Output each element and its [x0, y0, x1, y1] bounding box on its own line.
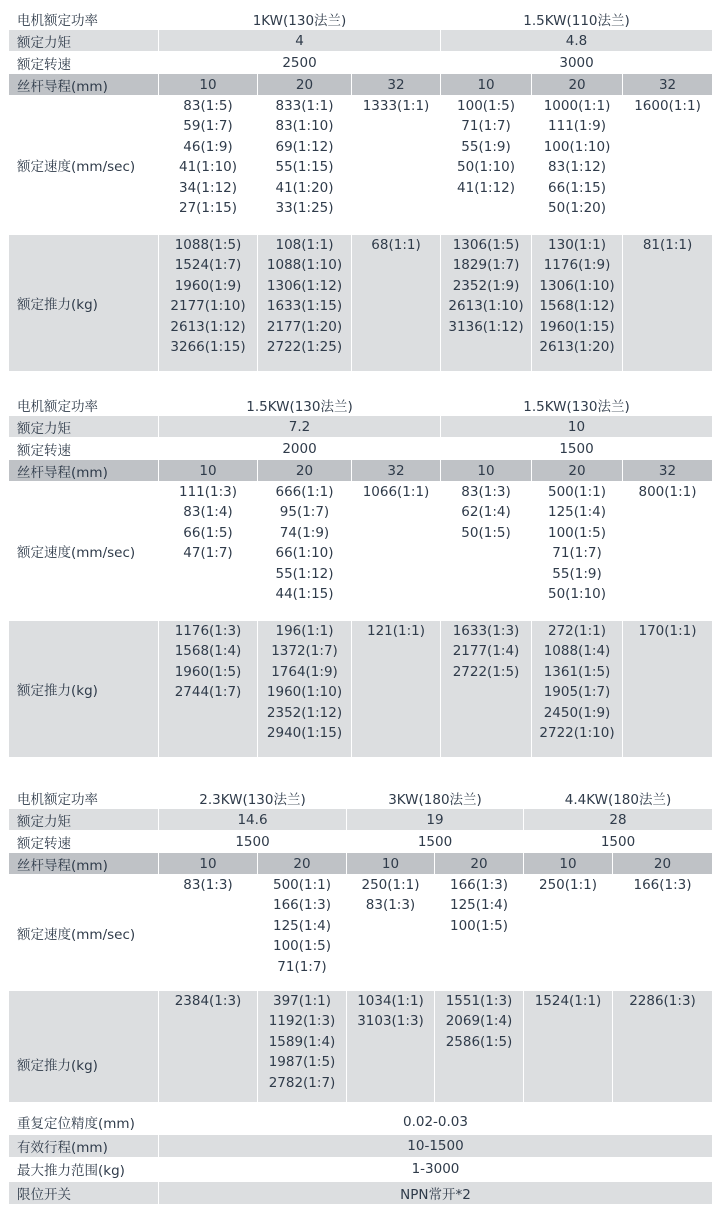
speed-cell — [441, 482, 532, 621]
label-power: 电机额定功率 — [9, 8, 159, 30]
value-entry: 34(1:12) — [178, 179, 238, 196]
lead-value: 32 — [623, 460, 713, 482]
value-entry: 68(1:1) — [371, 237, 421, 253]
value-entry: 1960(1:5) — [174, 663, 242, 680]
thrust-cell — [159, 991, 258, 1103]
power-value: 4.4KW(180法兰) — [524, 787, 713, 809]
spec-table-2 — [8, 393, 713, 758]
value-entry: 2940(1:15) — [266, 725, 343, 742]
spec-table-3 — [8, 786, 713, 1103]
label-lead: 丝杆导程(mm) — [9, 460, 159, 482]
row-speed — [9, 96, 713, 235]
rpm-value: 1500 — [524, 831, 713, 853]
value-entry: 108(1:1) — [275, 237, 334, 253]
value-entry: 1333(1:1) — [362, 98, 430, 114]
value-entry: 50(1:10) — [457, 159, 516, 176]
common-spec-table — [8, 1110, 713, 1205]
torque-value: 19 — [347, 809, 524, 831]
value-entry: 83(1:12) — [548, 159, 607, 176]
value-entry: 166(1:3) — [449, 877, 509, 893]
lead-value: 20 — [613, 853, 713, 875]
lead-value: 32 — [352, 460, 441, 482]
lead-value: 20 — [258, 74, 352, 96]
torque-value: 7.2 — [159, 416, 441, 438]
value-entry: 500(1:1) — [548, 484, 607, 500]
label-thrust: 额定推力(kg) — [9, 991, 159, 1103]
thrust-cell — [347, 991, 435, 1103]
value-entry: 130(1:1) — [548, 237, 607, 253]
power-value: 1KW(130法兰) — [159, 8, 441, 30]
value-entry: 47(1:7) — [183, 545, 233, 562]
value-entry: 3266(1:15) — [170, 339, 246, 356]
thrust-cell — [258, 991, 347, 1103]
value-entry: 1987(1:5) — [268, 1054, 336, 1071]
value-entry: 1633(1:3) — [452, 623, 520, 639]
power-value: 2.3KW(130法兰) — [159, 787, 347, 809]
value-entry: 55(1:12) — [275, 565, 334, 582]
value-entry: 2722(1:10) — [539, 725, 615, 742]
label-speed-rated: 额定转速 — [9, 438, 159, 460]
torque-value: 4 — [159, 30, 441, 52]
power-value: 3KW(180法兰) — [347, 787, 524, 809]
speed-cell — [352, 96, 441, 235]
value-entry: 55(1:9) — [461, 138, 511, 155]
lead-value: 10 — [159, 74, 258, 96]
value-entry: 500(1:1) — [272, 877, 332, 893]
value-entry: 250(1:1) — [538, 877, 598, 893]
value-entry: 1551(1:3) — [445, 993, 513, 1009]
value-entry: 66(1:10) — [275, 545, 334, 562]
value-entry: 125(1:4) — [548, 504, 607, 521]
value-entry: 800(1:1) — [638, 484, 697, 500]
value-entry: 1600(1:1) — [634, 98, 701, 114]
value-entry: 2744(1:7) — [174, 684, 242, 701]
value-entry: 59(1:7) — [183, 118, 233, 135]
lead-value: 10 — [441, 74, 532, 96]
row-repeat — [9, 1111, 713, 1135]
value-entry: 2613(1:10) — [448, 298, 524, 315]
label-torque: 额定力矩 — [9, 809, 159, 831]
speed-cell — [524, 875, 613, 991]
value-entry: 55(1:15) — [275, 159, 334, 176]
speed-cell — [159, 96, 258, 235]
value-entry: 170(1:1) — [638, 623, 697, 639]
value-entry: 1568(1:12) — [539, 298, 615, 315]
lead-value: 10 — [159, 460, 258, 482]
row-power — [9, 787, 713, 809]
value-entry: 1905(1:7) — [543, 684, 611, 701]
lead-value: 10 — [524, 853, 613, 875]
value-entry: 1176(1:9) — [543, 257, 611, 274]
torque-value: 28 — [524, 809, 713, 831]
lead-value: 32 — [623, 74, 713, 96]
lead-value: 32 — [352, 74, 441, 96]
stroke-value: 10-1500 — [159, 1134, 713, 1158]
thrust-cell — [623, 235, 713, 372]
value-entry: 196(1:1) — [275, 623, 334, 639]
label-torque: 额定力矩 — [9, 30, 159, 52]
value-entry: 83(1:5) — [183, 98, 233, 114]
label-speed: 额定速度(mm/sec) — [9, 482, 159, 621]
row-lead — [9, 853, 713, 875]
value-entry: 100(1:10) — [543, 138, 611, 155]
rpm-value: 2500 — [159, 52, 441, 74]
row-rpm — [9, 52, 713, 74]
value-entry: 100(1:5) — [449, 917, 509, 934]
value-entry: 33(1:25) — [275, 200, 334, 217]
value-entry: 66(1:5) — [183, 524, 233, 541]
value-entry: 2450(1:9) — [543, 704, 611, 721]
row-lead — [9, 74, 713, 96]
value-entry: 1088(1:5) — [174, 237, 242, 253]
speed-cell — [258, 96, 352, 235]
value-entry: 121(1:1) — [366, 623, 426, 639]
thrust-cell — [623, 621, 713, 758]
value-entry: 50(1:5) — [461, 524, 511, 541]
row-limit — [9, 1181, 713, 1205]
value-entry: 1306(1:5) — [452, 237, 520, 253]
value-entry: 100(1:5) — [548, 524, 607, 541]
label-power: 电机额定功率 — [9, 394, 159, 416]
label-torque: 额定力矩 — [9, 416, 159, 438]
rpm-value: 3000 — [441, 52, 713, 74]
label-speed-rated: 额定转速 — [9, 52, 159, 74]
value-entry: 83(1:3) — [461, 484, 511, 500]
thrust-cell — [258, 621, 352, 758]
value-entry: 1088(1:4) — [543, 643, 611, 660]
speed-cell — [532, 482, 623, 621]
torque-value: 10 — [441, 416, 713, 438]
thrust-cell — [435, 991, 524, 1103]
row-torque — [9, 30, 713, 52]
value-entry: 2722(1:25) — [266, 339, 343, 356]
lead-value: 20 — [258, 853, 347, 875]
lead-value: 10 — [347, 853, 435, 875]
value-entry: 2384(1:3) — [174, 993, 242, 1009]
speed-cell — [435, 875, 524, 991]
value-entry: 2177(1:10) — [170, 298, 246, 315]
row-thrust — [9, 621, 713, 758]
value-entry: 44(1:15) — [275, 586, 334, 603]
value-entry: 71(1:7) — [552, 545, 602, 562]
speed-cell — [623, 96, 713, 235]
limit-value: NPN常开*2 — [159, 1181, 713, 1205]
row-rpm — [9, 831, 713, 853]
thrust-cell — [524, 991, 613, 1103]
value-entry: 1633(1:15) — [266, 298, 343, 315]
value-entry: 41(1:20) — [275, 179, 334, 196]
value-entry: 2782(1:7) — [268, 1074, 336, 1091]
value-entry: 1524(1:7) — [174, 257, 242, 274]
value-entry: 50(1:10) — [548, 586, 607, 603]
value-entry: 1066(1:1) — [362, 484, 430, 500]
label-thrust: 额定推力(kg) — [9, 235, 159, 372]
value-entry: 2722(1:5) — [452, 663, 520, 680]
spec-table-1 — [8, 7, 713, 372]
repeat-value: 0.02-0.03 — [159, 1111, 713, 1135]
value-entry: 27(1:15) — [178, 200, 238, 217]
lead-value: 20 — [532, 460, 623, 482]
value-entry: 2613(1:12) — [170, 318, 246, 335]
lead-value: 20 — [532, 74, 623, 96]
value-entry: 1176(1:3) — [174, 623, 242, 639]
thrust-cell — [352, 621, 441, 758]
label-speed-rated: 额定转速 — [9, 831, 159, 853]
value-entry: 41(1:12) — [457, 179, 516, 196]
torque-value: 14.6 — [159, 809, 347, 831]
power-value: 1.5KW(130法兰) — [159, 394, 441, 416]
rpm-value: 1500 — [347, 831, 524, 853]
label-thrust: 额定推力(kg) — [9, 621, 159, 758]
speed-cell — [441, 96, 532, 235]
speed-cell — [347, 875, 435, 991]
value-entry: 71(1:7) — [277, 958, 327, 975]
value-entry: 166(1:3) — [272, 897, 332, 914]
value-entry: 2586(1:5) — [445, 1033, 513, 1050]
value-entry: 1088(1:10) — [266, 257, 343, 274]
value-entry: 3103(1:3) — [357, 1013, 424, 1030]
value-entry: 2177(1:4) — [452, 643, 520, 660]
value-entry: 100(1:5) — [457, 98, 516, 114]
row-speed — [9, 875, 713, 991]
value-entry: 41(1:10) — [178, 159, 238, 176]
row-thrust — [9, 991, 713, 1103]
thrust-cell — [159, 235, 258, 372]
thrust-cell — [352, 235, 441, 372]
value-entry: 111(1:3) — [178, 484, 238, 500]
value-entry: 272(1:1) — [548, 623, 607, 639]
label-repeat: 重复定位精度(mm) — [9, 1111, 159, 1135]
value-entry: 81(1:1) — [642, 237, 693, 253]
row-thrust — [9, 235, 713, 372]
label-power: 电机额定功率 — [9, 787, 159, 809]
value-entry: 46(1:9) — [183, 138, 233, 155]
value-entry: 666(1:1) — [275, 484, 334, 500]
torque-value: 4.8 — [441, 30, 713, 52]
speed-cell — [623, 482, 713, 621]
value-entry: 1372(1:7) — [271, 643, 338, 660]
value-entry: 83(1:3) — [365, 897, 416, 914]
thrust-cell — [159, 621, 258, 758]
lead-value: 10 — [441, 460, 532, 482]
value-entry: 69(1:12) — [275, 138, 334, 155]
value-entry: 83(1:3) — [183, 877, 233, 893]
lead-value: 20 — [435, 853, 524, 875]
value-entry: 166(1:3) — [633, 877, 692, 893]
value-entry: 125(1:4) — [449, 897, 509, 914]
value-entry: 2613(1:20) — [539, 339, 615, 356]
power-value: 1.5KW(110法兰) — [441, 8, 713, 30]
row-rpm — [9, 438, 713, 460]
speed-cell — [159, 875, 258, 991]
value-entry: 1361(1:5) — [543, 663, 611, 680]
value-entry: 62(1:4) — [461, 504, 511, 521]
label-lead: 丝杆导程(mm) — [9, 74, 159, 96]
value-entry: 1764(1:9) — [271, 663, 338, 680]
value-entry: 833(1:1) — [275, 98, 334, 114]
row-max-thrust — [9, 1158, 713, 1182]
label-speed: 额定速度(mm/sec) — [9, 875, 159, 991]
row-torque — [9, 416, 713, 438]
value-entry: 111(1:9) — [548, 118, 607, 135]
power-value: 1.5KW(130法兰) — [441, 394, 713, 416]
value-entry: 2069(1:4) — [445, 1013, 513, 1030]
thrust-cell — [532, 235, 623, 372]
lead-value: 10 — [159, 853, 258, 875]
speed-cell — [159, 482, 258, 621]
value-entry: 1960(1:10) — [266, 684, 343, 701]
label-lead: 丝杆导程(mm) — [9, 853, 159, 875]
thrust-cell — [532, 621, 623, 758]
thrust-cell — [441, 621, 532, 758]
value-entry: 83(1:10) — [275, 118, 334, 135]
thrust-cell — [613, 991, 713, 1103]
lead-value: 20 — [258, 460, 352, 482]
label-limit: 限位开关 — [9, 1181, 159, 1205]
value-entry: 1568(1:4) — [174, 643, 242, 660]
thrust-cell — [441, 235, 532, 372]
value-entry: 1306(1:10) — [539, 277, 615, 294]
label-stroke: 有效行程(mm) — [9, 1134, 159, 1158]
rpm-value: 1500 — [441, 438, 713, 460]
row-speed — [9, 482, 713, 621]
value-entry: 250(1:1) — [361, 877, 420, 893]
value-entry: 397(1:1) — [272, 993, 332, 1009]
value-entry: 3136(1:12) — [448, 318, 524, 335]
rpm-value: 2000 — [159, 438, 441, 460]
value-entry: 71(1:7) — [461, 118, 511, 135]
value-entry: 1960(1:9) — [174, 277, 242, 294]
thrust-cell — [258, 235, 352, 372]
rpm-value: 1500 — [159, 831, 347, 853]
value-entry: 66(1:15) — [548, 179, 607, 196]
speed-cell — [532, 96, 623, 235]
row-power — [9, 394, 713, 416]
speed-cell — [258, 482, 352, 621]
speed-cell — [258, 875, 347, 991]
value-entry: 1000(1:1) — [543, 98, 611, 114]
label-speed: 额定速度(mm/sec) — [9, 96, 159, 235]
label-max-thrust: 最大推力范围(kg) — [9, 1158, 159, 1182]
value-entry: 1306(1:12) — [266, 277, 343, 294]
value-entry: 2352(1:9) — [452, 277, 520, 294]
row-torque — [9, 809, 713, 831]
value-entry: 55(1:9) — [552, 565, 602, 582]
row-power — [9, 8, 713, 30]
value-entry: 1524(1:1) — [534, 993, 602, 1009]
value-entry: 2177(1:20) — [266, 318, 343, 335]
value-entry: 1829(1:7) — [452, 257, 520, 274]
row-lead — [9, 460, 713, 482]
value-entry: 1960(1:15) — [539, 318, 615, 335]
value-entry: 1034(1:1) — [357, 993, 424, 1009]
value-entry: 50(1:20) — [548, 200, 607, 217]
value-entry: 2286(1:3) — [629, 993, 696, 1009]
value-entry: 83(1:4) — [183, 504, 233, 521]
max-thrust-value: 1-3000 — [159, 1158, 713, 1182]
value-entry: 95(1:7) — [279, 504, 330, 521]
speed-cell — [613, 875, 713, 991]
speed-cell — [352, 482, 441, 621]
value-entry: 1192(1:3) — [268, 1013, 336, 1030]
value-entry: 2352(1:12) — [266, 704, 343, 721]
value-entry: 1589(1:4) — [268, 1033, 336, 1050]
value-entry: 100(1:5) — [272, 938, 332, 955]
value-entry: 74(1:9) — [279, 524, 330, 541]
row-stroke — [9, 1134, 713, 1158]
value-entry: 125(1:4) — [272, 917, 332, 934]
